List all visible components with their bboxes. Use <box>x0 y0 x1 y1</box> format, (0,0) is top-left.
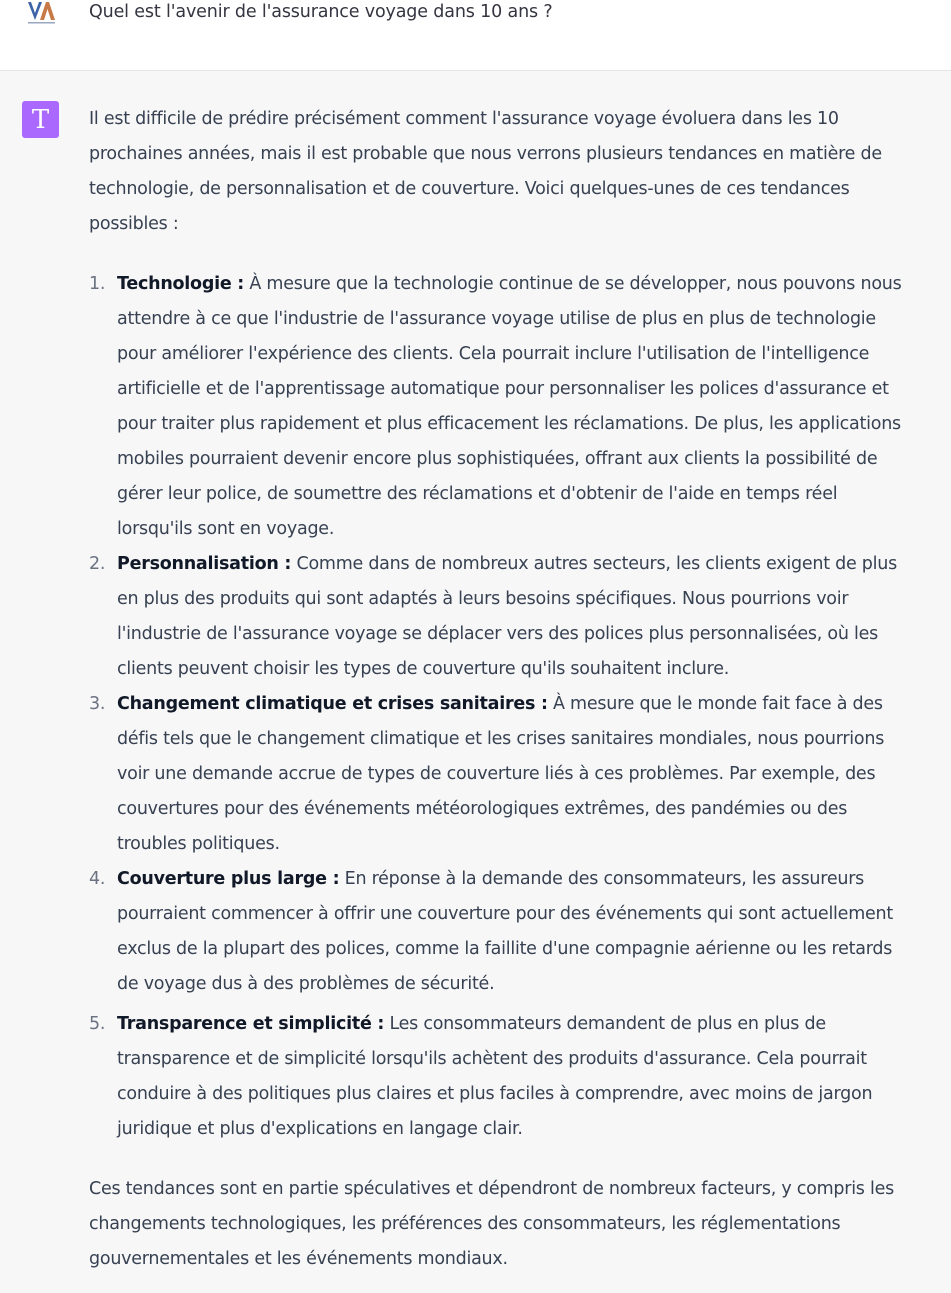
list-item-title: Couverture plus large : <box>117 869 340 889</box>
list-item <box>89 547 909 687</box>
list-item-text: À mesure que la technologie continue de se développer, nous pouvons nous attendre à ce que l'industrie de l'assurance voyage utilise de plus en plus de technologie pour améliorer l'expérience des clients. Cela pourrait inclure l'utilisation de l'intelligence artificielle et de l'apprentissage automatique pour personnaliser les polices d'assurance et pour traiter plus rapidement et plus efficacement les réclamations. De plus, les applications mobiles pourraient devenir encore plus sophistiquées, offrant aux clients la possibilité de gérer leur police, de soumettre des réclamations et d'obtenir de l'aide en temps réel lorsqu'ils sont en voyage. <box>117 274 902 539</box>
list-item-text: Comme dans de nombreux autres secteurs, les clients exigent de plus en plus des produits qui sont adaptés à leurs besoins spécifiques. Nous pourrions voir l'industrie de l'assurance voyage se déplacer vers des polices plus personnalisées, où les clients peuvent choisir les types de couverture qu'ils souhaitent inclure. <box>117 554 897 679</box>
assistant-avatar-letter: T <box>31 104 50 135</box>
list-item-text: À mesure que le monde fait face à des défis tels que le changement climatique et les crises sanitaires mondiales, nous pourrions voir une demande accrue de types de couverture liés à ces problèmes. Par exemple, des couvertures pour des événements météorologiques extrêmes, des pandémies ou des troubles politiques. <box>117 694 885 854</box>
list-item-number: 3. <box>89 694 106 714</box>
trends-list <box>89 267 909 1147</box>
user-message-row <box>0 0 951 71</box>
list-item-number: 2. <box>89 554 106 574</box>
list-item-title: Transparence et simplicité : <box>117 1014 385 1034</box>
assistant-message-content <box>89 102 909 1277</box>
conclusion-paragraph: Ces tendances sont en partie spéculatives et dépendront de nombreux facteurs, y compris les changements technologiques, les préférences des consommateurs, les réglementations gouvernementales et les événements mondiaux. <box>89 1179 894 1269</box>
list-item-title: Personnalisation : <box>117 554 292 574</box>
user-avatar <box>27 0 57 28</box>
list-item <box>89 1007 909 1147</box>
list-item-number: 5. <box>89 1014 106 1034</box>
assistant-avatar <box>22 101 59 138</box>
list-item-title: Changement climatique et crises sanitaires : <box>117 694 548 714</box>
list-item <box>89 687 909 862</box>
list-item-text: Les consommateurs demandent de plus en plus de transparence et de simplicité lorsqu'ils achètent des produits d'assurance. Cela pourrait conduire à des politiques plus claires et plus faciles à comprendre, avec moins de jargon juridique et plus d'explications en langage clair. <box>117 1014 873 1139</box>
list-item-title: Technologie : <box>117 274 245 294</box>
list-item-number: 1. <box>89 274 106 294</box>
list-item-number: 4. <box>89 869 106 889</box>
intro-paragraph: Il est difficile de prédire précisément comment l'assurance voyage évoluera dans les 10 prochaines années, mais il est probable que nous verrons plusieurs tendances en matière de technologie, de personnalisation et de couverture. Voici quelques-unes de ces tendances possibles : <box>89 109 882 234</box>
assistant-message-row <box>0 71 951 1293</box>
va-logo-icon <box>27 0 57 28</box>
list-item <box>89 267 909 547</box>
user-message-text: Quel est l'avenir de l'assurance voyage dans 10 ans ? <box>89 2 553 22</box>
list-item-text: En réponse à la demande des consommateurs, les assureurs pourraient commencer à offrir une couverture pour des événements qui sont actuellement exclus de la plupart des polices, comme la faillite d'une compagnie aérienne ou les retards de voyage dus à des problèmes de sécurité. <box>117 869 893 994</box>
list-item <box>89 862 909 1002</box>
